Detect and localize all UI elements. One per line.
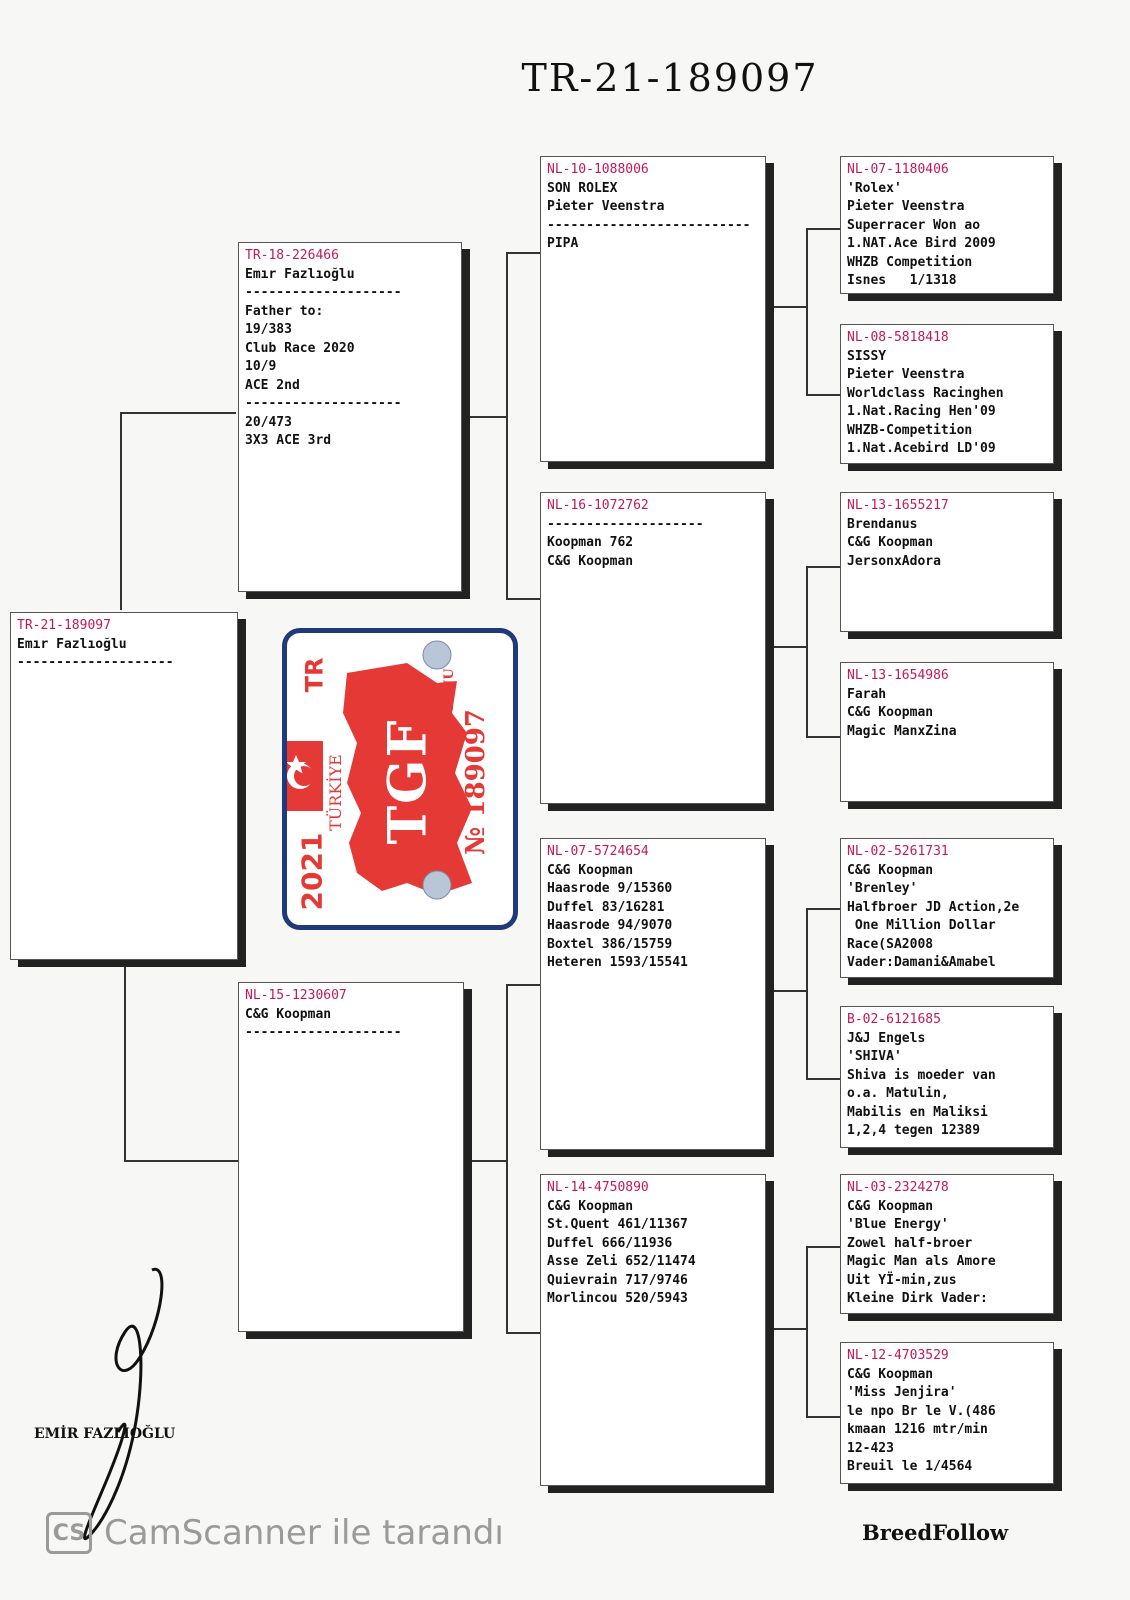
card-line: 1.NAT.Ace Bird 2009: [847, 236, 996, 251]
pigeon-stamp-icon: [423, 641, 451, 669]
pigeon-card-ggp-5: [840, 838, 1054, 978]
card-line: SON ROLEX: [547, 180, 618, 196]
card-line: Haasrode 94/9070: [547, 918, 673, 933]
connector: [806, 228, 808, 396]
card-line: Duffel 83/16281: [547, 899, 665, 915]
connector: [806, 1246, 808, 1418]
pigeon-card-ggp-3: [840, 492, 1054, 632]
connector: [462, 416, 506, 418]
connector: [766, 646, 806, 648]
separator-line: --------------------: [547, 516, 704, 532]
card-line: JersonxAdora: [847, 553, 941, 569]
ring-number: NL-07-1180406: [847, 162, 949, 177]
connector: [806, 228, 840, 230]
connector: [766, 990, 806, 992]
card-line: St.Quent 461/11367: [547, 1217, 688, 1232]
card-line: Quievrain 717/9746: [547, 1272, 688, 1288]
pigeon-card-ggp-2: [840, 324, 1054, 464]
card-line: 19/383: [245, 322, 292, 337]
card-line: 'Miss Jenjira': [847, 1385, 957, 1400]
card-line: Zowel half-broer: [847, 1235, 973, 1251]
connector: [506, 252, 540, 254]
card-line: 'SHIVA': [847, 1049, 902, 1064]
card-line: Koopman 762: [547, 535, 634, 550]
connector: [124, 948, 126, 1160]
card-line: Farah: [847, 686, 887, 702]
connector: [464, 1160, 506, 1162]
connector: [806, 394, 840, 396]
pigeon-card-subject: [10, 612, 238, 960]
card-line: C&G Koopman: [547, 553, 634, 569]
pigeon-card-sire-sire: [540, 156, 766, 462]
pigeon-card-dam-dam: [540, 1174, 766, 1486]
pigeon-card-ggp-1: [840, 156, 1054, 294]
connector: [806, 566, 808, 738]
ring-number: TR-18-226466: [245, 248, 339, 263]
ring-number: NL-13-1654986: [847, 668, 949, 683]
separator-line: --------------------: [17, 655, 174, 670]
card-line: Magic ManxZina: [847, 723, 957, 739]
ring-number: NL-10-1088006: [547, 162, 649, 177]
camscanner-text: CamScanner ile tarandı: [104, 1513, 504, 1553]
logo-number: № 189097: [460, 709, 491, 855]
camscanner-icon: CS: [46, 1512, 92, 1554]
card-line: Race(SA2008: [847, 936, 934, 952]
card-line: 'Brenley': [847, 881, 918, 896]
card-line: Club Race 2020: [245, 340, 355, 356]
card-line: One Million Dollar: [847, 918, 996, 933]
card-line: C&G Koopman: [847, 1366, 934, 1382]
card-line: Uit YÏ-min,zus: [847, 1272, 957, 1288]
brand-logo: BreedFollow: [862, 1520, 1009, 1545]
card-line: C&G Koopman: [847, 1198, 934, 1214]
card-line: C&G Koopman: [847, 862, 934, 878]
card-line: Pieter Veenstra: [847, 367, 965, 382]
pigeon-card-dam: [238, 982, 464, 1332]
pedigree-title: TR-21-189097: [521, 56, 819, 100]
ring-number: NL-12-4703529: [847, 1348, 949, 1363]
separator-line: --------------------: [245, 396, 402, 411]
card-line: Worldclass Racinghen: [847, 385, 1004, 401]
card-line: 20/473: [245, 414, 292, 430]
card-line: C&G Koopman: [547, 862, 634, 878]
card-line: Father to:: [245, 303, 324, 319]
card-line: SISSY: [847, 348, 887, 364]
ring-number: NL-07-5724654: [547, 844, 649, 859]
card-line: Boxtel 386/15759: [547, 936, 673, 952]
ring-number: NL-08-5818418: [847, 330, 949, 345]
separator-line: --------------------------: [547, 217, 751, 233]
card-line: 'Blue Energy': [847, 1217, 949, 1232]
logo-year: 2021: [295, 832, 329, 911]
card-line: Emır Fazlıoğlu: [245, 266, 355, 282]
card-line: Halfbroer JD Action,2e: [847, 899, 1020, 915]
card-line: C&G Koopman: [847, 705, 934, 720]
pigeon-card-ggp-7: [840, 1174, 1054, 1314]
card-line: Breuil le 1/4564: [847, 1459, 973, 1474]
logo-federation: GÜVERCİN FEDERASYONU: [441, 668, 457, 869]
connector: [766, 1328, 806, 1330]
card-line: Magic Man als Amore: [847, 1254, 996, 1269]
card-line: Emır Fazlıoğlu: [17, 636, 127, 652]
ring-number: NL-02-5261731: [847, 844, 949, 859]
card-line: o.a. Matulin,: [847, 1086, 949, 1101]
connector: [506, 252, 508, 600]
card-line: WHZB-Competition: [847, 422, 973, 438]
connector: [506, 984, 508, 1334]
connector: [806, 1246, 840, 1248]
card-line: WHZB Competition: [847, 254, 973, 270]
card-line: Superracer Won ao: [847, 217, 981, 233]
connector: [806, 1416, 840, 1418]
card-line: Heteren 1593/15541: [547, 955, 688, 970]
connector: [806, 566, 840, 568]
ring-number: NL-13-1655217: [847, 498, 949, 513]
ring-number: NL-03-2324278: [847, 1180, 949, 1195]
card-line: Morlincou 520/5943: [547, 1291, 688, 1306]
ring-number: NL-16-1072762: [547, 498, 649, 513]
card-line: Asse Zeli 652/11474: [547, 1254, 696, 1269]
card-line: Pieter Veenstra: [847, 199, 965, 214]
connector: [124, 1160, 238, 1162]
card-line: 10/9: [245, 359, 277, 374]
card-line: ACE 2nd: [245, 377, 300, 393]
card-line: Duffel 666/11936: [547, 1235, 673, 1251]
card-line: 'Rolex': [847, 180, 902, 196]
card-line: C&G Koopman: [847, 535, 934, 550]
ring-number: B-02-6121685: [847, 1012, 941, 1027]
card-line: le npo Br le V.(486: [847, 1403, 996, 1419]
card-line: Mabilis en Maliksi: [847, 1104, 988, 1120]
card-line: Vader:Damani&Amabel: [847, 955, 996, 970]
card-line: 1.Nat.Racing Hen'09: [847, 404, 996, 419]
connector: [506, 984, 540, 986]
connector: [120, 412, 236, 414]
card-line: 3X3 ACE 3rd: [245, 433, 332, 448]
card-line: Shiva is moeder van: [847, 1067, 996, 1083]
separator-line: --------------------: [245, 1025, 402, 1040]
logo-acronym: TGF: [377, 718, 439, 845]
ring-number: NL-14-4750890: [547, 1180, 649, 1195]
connector: [806, 908, 840, 910]
signer-name: EMİR FAZLIOĞLU: [34, 1426, 176, 1442]
card-line: J&J Engels: [847, 1030, 926, 1046]
card-line: Kleine Dirk Vader:: [847, 1291, 988, 1306]
card-line: 12-423: [847, 1440, 894, 1456]
pigeon-card-ggp-6: [840, 1006, 1054, 1148]
card-line: 1,2,4 tegen 12389: [847, 1123, 981, 1138]
card-line: C&G Koopman: [547, 1198, 634, 1214]
connector: [506, 1332, 540, 1334]
connector: [120, 412, 122, 610]
ring-number: NL-15-1230607: [245, 988, 347, 1003]
card-line: 1.Nat.Acebird LD'09: [847, 441, 996, 456]
pigeon-card-sire: [238, 242, 462, 592]
pigeon-card-ggp-8: [840, 1342, 1054, 1484]
logo-country-name: TÜRKİYE: [325, 754, 345, 831]
pigeon-card-dam-sire: [540, 838, 766, 1150]
connector: [806, 908, 808, 1080]
card-line: C&G Koopman: [245, 1006, 332, 1022]
pigeon-card-ggp-4: [840, 662, 1054, 802]
card-line: kmaan 1216 mtr/min: [847, 1422, 988, 1437]
connector: [506, 598, 540, 600]
card-line: PIPA: [547, 236, 579, 251]
separator-line: --------------------: [245, 285, 402, 300]
pigeon-stamp-icon: [423, 871, 451, 899]
connector: [806, 1078, 840, 1080]
card-line: Brendanus: [847, 516, 918, 532]
logo-country: TR: [300, 657, 329, 693]
camscanner-watermark: [46, 1512, 504, 1554]
ring-number: TR-21-189097: [17, 618, 111, 633]
tgf-logo: [282, 628, 518, 930]
card-line: Pieter Veenstra: [547, 199, 665, 214]
pigeon-card-sire-dam: [540, 492, 766, 804]
card-line: Isnes 1/1318: [847, 273, 957, 288]
card-line: Haasrode 9/15360: [547, 881, 673, 896]
connector: [766, 306, 806, 308]
connector: [806, 736, 840, 738]
